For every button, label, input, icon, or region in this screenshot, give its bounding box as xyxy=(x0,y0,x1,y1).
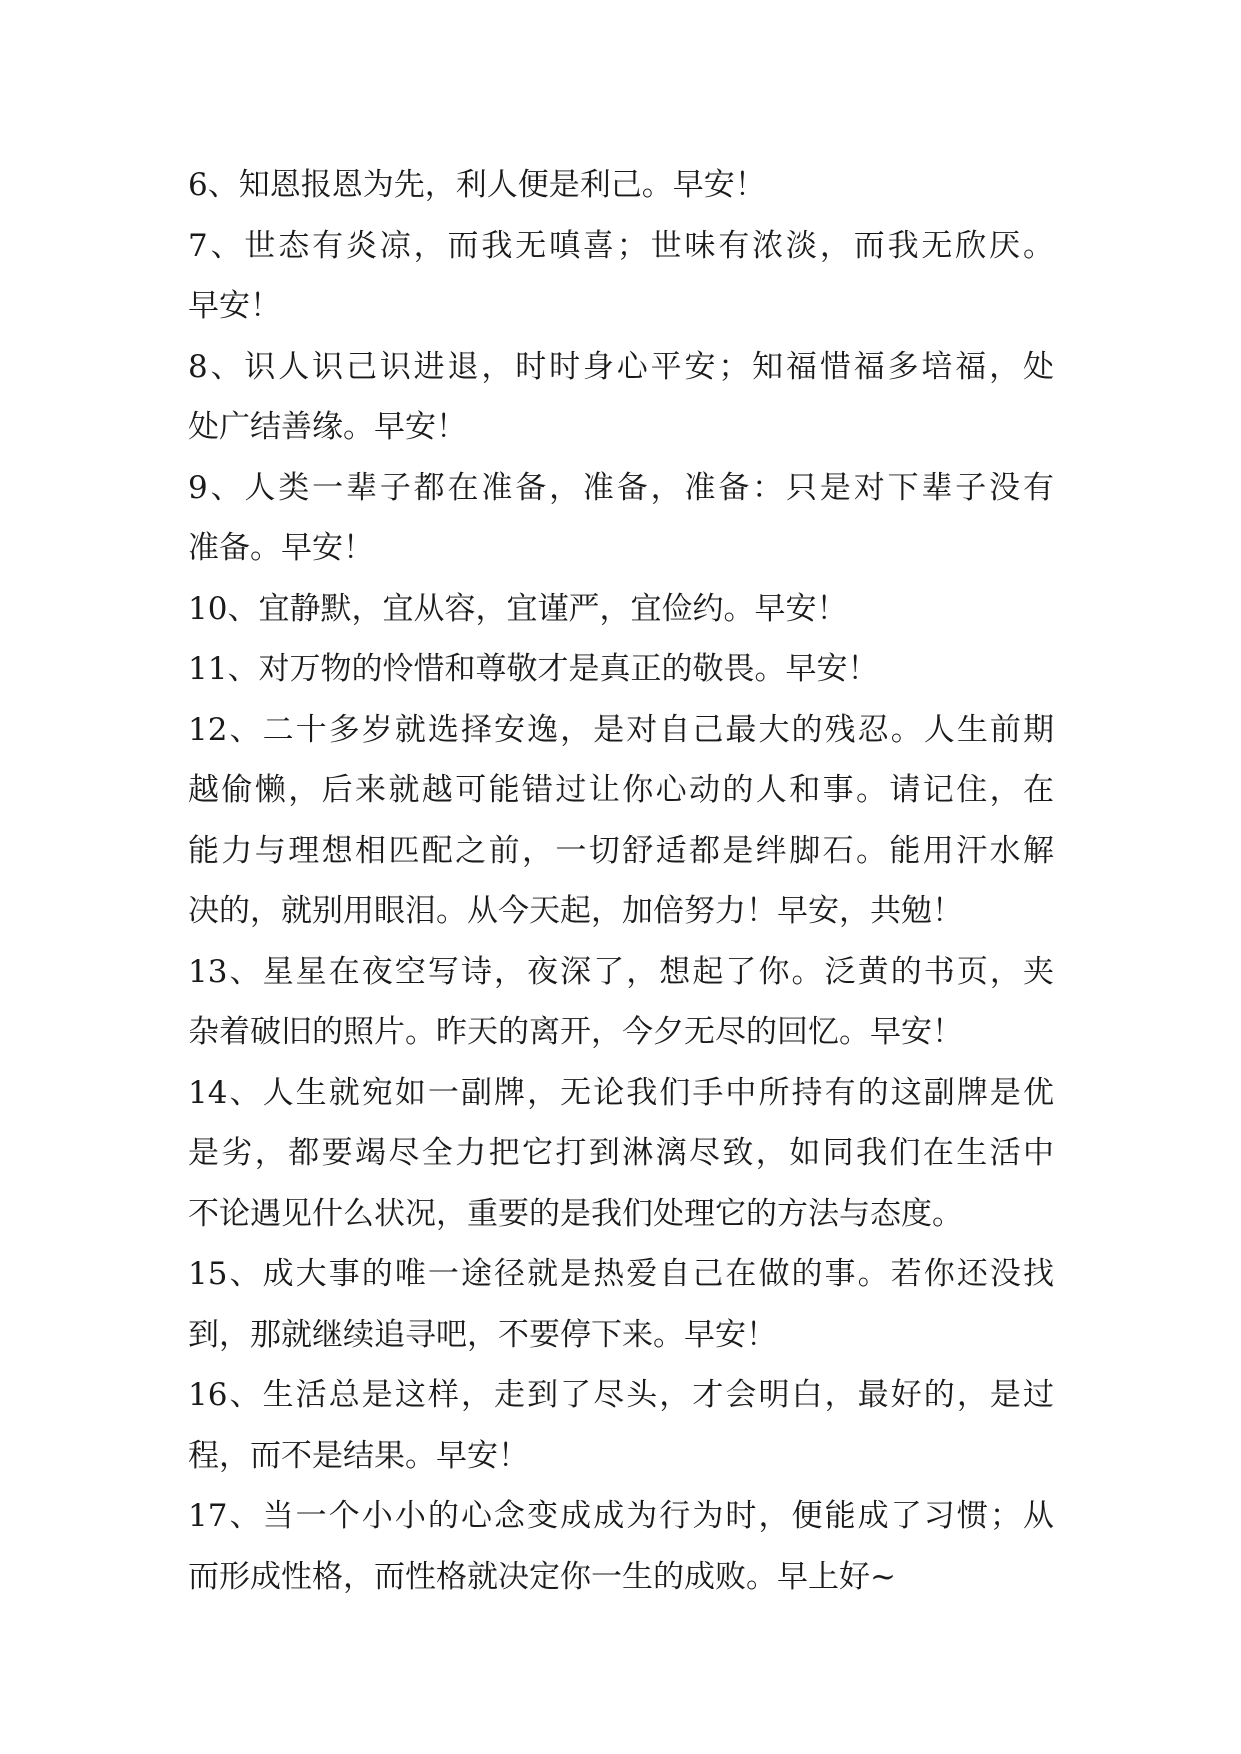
text-line: 程，而不是结果。早安！ xyxy=(188,1437,529,1474)
text-line: 16、生活总是这样，走到了尽头，才会明白，最好的，是过 xyxy=(188,1377,1054,1413)
text-line: 8、识人识己识进退，时时身心平安；知福惜福多培福，处 xyxy=(188,348,1054,385)
text-line: 15、成大事的唯一途径就是热爱自己在做的事。若你还没找 xyxy=(188,1256,1054,1292)
text-line: 不论遇见什么状况，重要的是我们处理它的方法与态度。 xyxy=(188,1195,963,1232)
text-line: 12、二十多岁就选择安逸，是对自己最大的残忍。人生前期 xyxy=(188,711,1054,748)
text-line: 能力与理想相匹配之前，一切舒适都是绊脚石。能用汗水解 xyxy=(188,832,1054,869)
text-line: 6、知恩报恩为先，利人便是利己。早安！ xyxy=(188,167,766,203)
text-line: 11、对万物的怜惜和尊敬才是真正的敬畏。早安！ xyxy=(188,651,879,687)
text-line: 越偷懒，后来就越可能错过让你心动的人和事。请记住，在 xyxy=(188,772,1054,808)
text-line: 10、宜静默，宜从容，宜谨严，宜俭约。早安！ xyxy=(188,590,848,627)
text-line: 7、世态有炎凉，而我无嗔喜；世味有浓淡，而我无欣厌。 xyxy=(188,227,1054,264)
text-line: 13、星星在夜空写诗，夜深了，想起了你。泛黄的书页，夹 xyxy=(188,953,1054,990)
text-line: 决的，就别用眼泪。从今天起，加倍努力！早安，共勉！ xyxy=(188,893,963,929)
text-line: 准备。早安！ xyxy=(188,530,374,566)
document-body xyxy=(188,155,1054,1607)
text-line: 9、人类一辈子都在准备，准备，准备：只是对下辈子没有 xyxy=(188,469,1054,506)
text-line: 14、人生就宛如一副牌，无论我们手中所持有的这副牌是优 xyxy=(188,1074,1054,1111)
text-line: 早安！ xyxy=(188,288,281,324)
text-line: 处广结善缘。早安！ xyxy=(188,409,467,445)
text-line: 17、当一个小小的心念变成成为行为时，便能成了习惯；从 xyxy=(188,1498,1054,1534)
text-line: 杂着破旧的照片。昨天的离开，今夕无尽的回忆。早安！ xyxy=(188,1014,963,1050)
text-line: 到，那就继续追寻吧，不要停下来。早安！ xyxy=(188,1316,777,1353)
text-line: 而形成性格，而性格就决定你一生的成败。早上好~ xyxy=(188,1558,896,1595)
text-line: 是劣，都要竭尽全力把它打到淋漓尽致，如同我们在生活中 xyxy=(188,1135,1054,1171)
